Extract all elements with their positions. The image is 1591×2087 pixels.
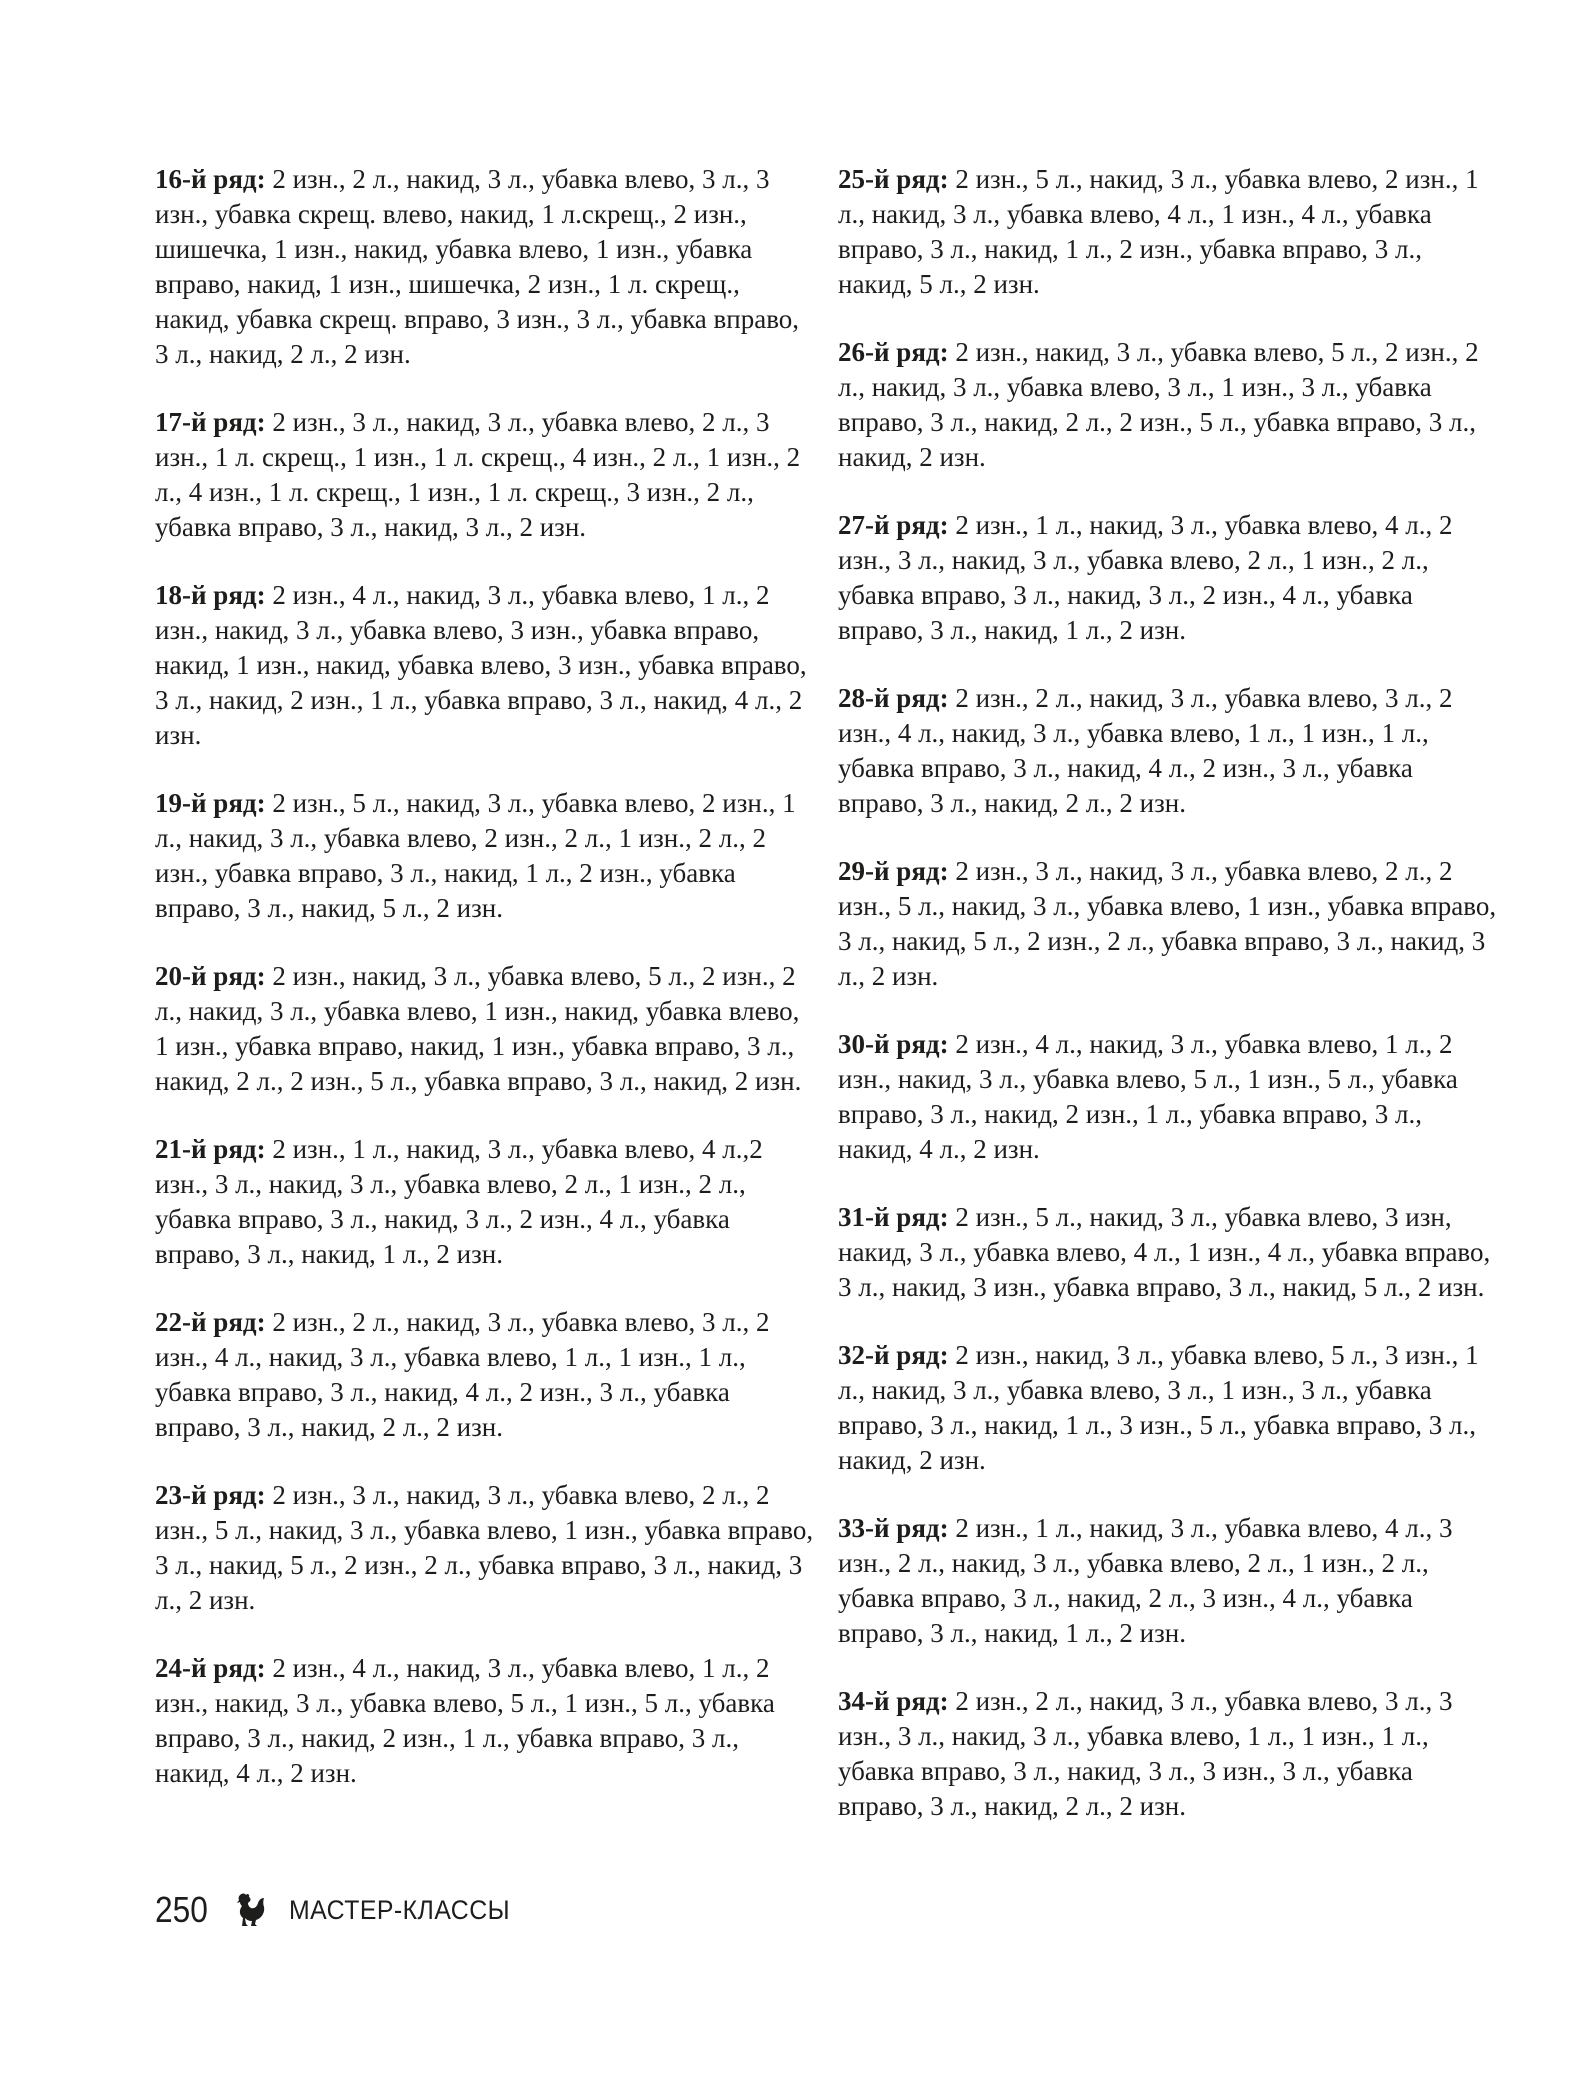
row-text: 2 изн., 4 л., накид, 3 л., убавка влево, 1 л., 2 изн., накид, 3 л., убавка влево, 5 л., 1 изн., 5 л., убавка вправо, 3 л., накид, 2 изн., 1 л., убавка вправо, 3 л., накид, 4 л., 2 изн. bbox=[838, 1029, 1458, 1164]
row-text: 2 изн., 1 л., накид, 3 л., убавка влево, 4 л.,2 изн., 3 л., накид, 3 л., убавка влево, 2 л., 1 изн., 2 л., убавка вправо, 3 л., накид, 3 л., 2 изн., 4 л., убавка вправо, 3 л., накид, 1 л., 2 изн. bbox=[155, 1134, 763, 1269]
row-text: 2 изн., накид, 3 л., убавка влево, 5 л., 3 изн., 1 л., накид, 3 л., убавка влево, 3 л., 1 изн., 3 л., убавка вправо, 3 л., накид, 1 л., 3 изн., 5 л., убавка вправо, 3 л., накид, 2 изн. bbox=[838, 1340, 1479, 1475]
row-label: 20-й ряд: bbox=[155, 961, 266, 991]
row-label: 28-й ряд: bbox=[838, 683, 949, 713]
row-label: 24-й ряд: bbox=[155, 1653, 266, 1683]
row-label: 23-й ряд: bbox=[155, 1480, 266, 1510]
row-instruction bbox=[838, 1684, 1498, 1824]
right-column bbox=[838, 162, 1498, 1857]
row-text: 2 изн., 5 л., накид, 3 л., убавка влево, 3 изн, накид, 3 л., убавка влево, 4 л., 1 изн., 4 л., убавка вправо, 3 л., накид, 3 изн., убавка вправо, 3 л., накид, 5 л., 2 изн. bbox=[838, 1202, 1491, 1302]
row-label: 16-й ряд: bbox=[155, 164, 266, 194]
row-text: 2 изн., 4 л., накид, 3 л., убавка влево, 1 л., 2 изн., накид, 3 л., убавка влево, 5 л., 1 изн., 5 л., убавка вправо, 3 л., накид, 2 изн., 1 л., убавка вправо, 3 л., накид, 4 л., 2 изн. bbox=[155, 1653, 775, 1788]
page-number: 250 bbox=[155, 1889, 208, 1930]
row-label: 25-й ряд: bbox=[838, 164, 949, 194]
row-text: 2 изн., 5 л., накид, 3 л., убавка влево, 2 изн., 1 л., накид, 3 л., убавка влево, 2 изн., 2 л., 1 изн., 2 л., 2 изн., убавка вправо, 3 л., накид, 1 л., 2 изн., убавка вправо, 3 л., накид, 5 л., 2 изн. bbox=[155, 788, 796, 923]
row-instruction bbox=[838, 508, 1498, 648]
row-instruction bbox=[155, 959, 815, 1099]
row-label: 22-й ряд: bbox=[155, 1307, 266, 1337]
row-instruction bbox=[155, 1132, 815, 1272]
row-text: 2 изн., 5 л., накид, 3 л., убавка влево, 2 изн., 1 л., накид, 3 л., убавка влево, 4 л., 1 изн., 4 л., убавка вправо, 3 л., накид, 1 л., 2 изн., убавка вправо, 3 л., накид, 5 л., 2 изн. bbox=[838, 164, 1479, 299]
row-label: 21-й ряд: bbox=[155, 1134, 266, 1164]
row-instruction bbox=[838, 1200, 1498, 1305]
row-label: 18-й ряд: bbox=[155, 580, 266, 610]
row-instruction bbox=[838, 1027, 1498, 1167]
row-instruction bbox=[155, 405, 815, 545]
row-instruction bbox=[838, 854, 1498, 994]
row-text: 2 изн., накид, 3 л., убавка влево, 5 л., 2 изн., 2 л., накид, 3 л., убавка влево, 3 л., 1 изн., 3 л., убавка вправо, 3 л., накид, 2 л., 2 изн., 5 л., убавка вправо, 3 л., накид, 2 изн. bbox=[838, 337, 1479, 472]
row-instruction bbox=[155, 1651, 815, 1791]
row-label: 19-й ряд: bbox=[155, 788, 266, 818]
rooster-icon bbox=[233, 1892, 267, 1928]
row-label: 33-й ряд: bbox=[838, 1513, 949, 1543]
row-label: 30-й ряд: bbox=[838, 1029, 949, 1059]
row-instruction bbox=[155, 578, 815, 753]
row-text: 2 изн., 3 л., накид, 3 л., убавка влево, 2 л., 2 изн., 5 л., накид, 3 л., убавка влево, 1 изн., убавка вправо, 3 л., накид, 5 л., 2 изн., 2 л., убавка вправо, 3 л., накид, 3 л., 2 изн. bbox=[838, 856, 1497, 991]
row-instruction bbox=[155, 1305, 815, 1445]
row-label: 29-й ряд: bbox=[838, 856, 949, 886]
row-instruction bbox=[838, 681, 1498, 821]
row-instruction bbox=[155, 786, 815, 926]
row-text: 2 изн., 2 л., накид, 3 л., убавка влево, 3 л., 3 изн., 3 л., накид, 3 л., убавка влево, 1 л., 1 изн., 1 л., убавка вправо, 3 л., накид, 3 л., 3 изн., 3 л., убавка вправо, 3 л., накид, 2 л., 2 изн. bbox=[838, 1686, 1453, 1821]
row-text: 2 изн., 3 л., накид, 3 л., убавка влево, 2 л., 2 изн., 5 л., накид, 3 л., убавка влево, 1 изн., убавка вправо, 3 л., накид, 5 л., 2 изн., 2 л., убавка вправо, 3 л., накид, 3 л., 2 изн. bbox=[155, 1480, 814, 1615]
page-footer bbox=[155, 1888, 529, 1932]
row-text: 2 изн., 1 л., накид, 3 л., убавка влево, 4 л., 3 изн., 2 л., накид, 3 л., убавка влево, 2 л., 1 изн., 2 л., убавка вправо, 3 л., накид, 2 л., 3 изн., 4 л., убавка вправо, 3 л., накид, 1 л., 2 изн. bbox=[838, 1513, 1453, 1648]
row-label: 31-й ряд: bbox=[838, 1202, 949, 1232]
row-label: 27-й ряд: bbox=[838, 510, 949, 540]
row-text: 2 изн., 4 л., накид, 3 л., убавка влево, 1 л., 2 изн., накид, 3 л., убавка влево, 3 изн., убавка вправо, накид, 1 изн., накид, убавка влево, 3 изн., убавка вправо, 3 л., накид, 2 изн., 1 л., убавка вправо, 3 л., накид, 4 л., 2 изн. bbox=[155, 580, 807, 750]
row-instruction bbox=[838, 1511, 1498, 1651]
row-label: 26-й ряд: bbox=[838, 337, 949, 367]
row-text: 2 изн., 1 л., накид, 3 л., убавка влево, 4 л., 2 изн., 3 л., накид, 3 л., убавка влево, 2 л., 1 изн., 2 л., убавка вправо, 3 л., накид, 3 л., 2 изн., 4 л., убавка вправо, 3 л., накид, 1 л., 2 изн. bbox=[838, 510, 1453, 645]
row-instruction bbox=[838, 1338, 1498, 1478]
section-title: МАСТЕР-КЛАССЫ bbox=[289, 1894, 511, 1925]
row-instruction bbox=[155, 162, 815, 372]
row-instruction bbox=[838, 335, 1498, 475]
row-text: 2 изн., накид, 3 л., убавка влево, 5 л., 2 изн., 2 л., накид, 3 л., убавка влево, 1 изн., накид, убавка влево, 1 изн., убавка вправо, накид, 1 изн., убавка вправо, 3 л., накид, 2 л., 2 изн., 5 л., убавка вправо, 3 л., накид, 2 изн. bbox=[155, 961, 802, 1096]
row-label: 32-й ряд: bbox=[838, 1340, 949, 1370]
row-instruction bbox=[155, 1478, 815, 1618]
row-text: 2 изн., 2 л., накид, 3 л., убавка влево, 3 л., 2 изн., 4 л., накид, 3 л., убавка влево, 1 л., 1 изн., 1 л., убавка вправо, 3 л., накид, 4 л., 2 изн., 3 л., убавка вправо, 3 л., накид, 2 л., 2 изн. bbox=[155, 1307, 770, 1442]
left-column bbox=[155, 162, 815, 1824]
row-label: 34-й ряд: bbox=[838, 1686, 949, 1716]
row-text: 2 изн., 3 л., накид, 3 л., убавка влево, 2 л., 3 изн., 1 л. скрещ., 1 изн., 1 л. скрещ., 4 изн., 2 л., 1 изн., 2 л., 4 изн., 1 л. скрещ., 1 изн., 1 л. скрещ., 3 изн., 2 л., убавка вправо, 3 л., накид, 3 л., 2 изн. bbox=[155, 407, 801, 542]
row-instruction bbox=[838, 162, 1498, 302]
row-text: 2 изн., 2 л., накид, 3 л., убавка влево, 3 л., 3 изн., убавка скрещ. влево, накид, 1 л.скрещ., 2 изн., шишечка, 1 изн., накид, убавка влево, 1 изн., убавка вправо, накид, 1 изн., шишечка, 2 изн., 1 л. скрещ., накид, убавка скрещ. вправо, 3 изн., 3 л., убавка вправо, 3 л., накид, 2 л., 2 изн. bbox=[155, 164, 800, 369]
row-text: 2 изн., 2 л., накид, 3 л., убавка влево, 3 л., 2 изн., 4 л., накид, 3 л., убавка влево, 1 л., 1 изн., 1 л., убавка вправо, 3 л., накид, 4 л., 2 изн., 3 л., убавка вправо, 3 л., накид, 2 л., 2 изн. bbox=[838, 683, 1453, 818]
row-label: 17-й ряд: bbox=[155, 407, 266, 437]
